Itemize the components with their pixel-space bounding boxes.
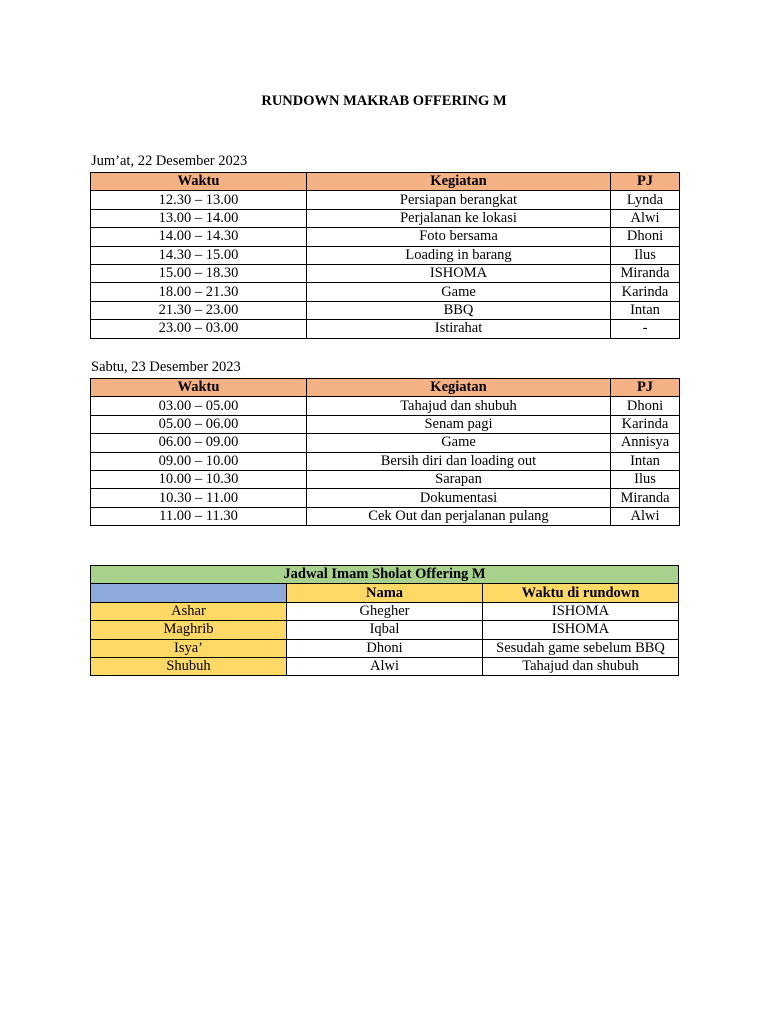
- table-header-row: [91, 173, 680, 191]
- column-header: Kegiatan: [307, 173, 611, 191]
- table-cell: Ilus: [611, 246, 680, 264]
- table-row: [91, 489, 680, 507]
- table-cell: Intan: [611, 301, 680, 319]
- table-header-row: [91, 584, 679, 602]
- table-cell: Ghegher: [287, 602, 483, 620]
- table-row: [91, 657, 679, 675]
- table-row: [91, 397, 680, 415]
- table-cell: Dhoni: [287, 639, 483, 657]
- table-row: [91, 209, 680, 227]
- day-label: Sabtu, 23 Desember 2023: [91, 359, 241, 375]
- table-cell: Maghrib: [91, 621, 287, 639]
- table-row: [91, 602, 679, 620]
- table-cell: Isya’: [91, 639, 287, 657]
- column-header: Waktu: [91, 379, 307, 397]
- table-row: [91, 470, 680, 488]
- table-cell: Ashar: [91, 602, 287, 620]
- table-cell: 10.00 – 10.30: [91, 470, 307, 488]
- table-cell: Sarapan: [307, 470, 611, 488]
- table-cell: 21.30 – 23.00: [91, 301, 307, 319]
- table-row: [91, 191, 680, 209]
- table-cell: Foto bersama: [307, 228, 611, 246]
- table-row: [91, 264, 680, 282]
- column-header: PJ: [611, 173, 680, 191]
- table-row: [91, 507, 680, 525]
- table-cell: Dhoni: [611, 397, 680, 415]
- day-label: Jum’at, 22 Desember 2023: [91, 153, 248, 169]
- table-cell: 06.00 – 09.00: [91, 434, 307, 452]
- table-cell: Tahajud dan shubuh: [307, 397, 611, 415]
- table-cell: Karinda: [611, 283, 680, 301]
- table-row: [91, 301, 680, 319]
- column-header: Waktu: [91, 173, 307, 191]
- table-cell: Miranda: [611, 264, 680, 282]
- table-cell: 13.00 – 14.00: [91, 209, 307, 227]
- table-cell: 09.00 – 10.00: [91, 452, 307, 470]
- table-cell: 12.30 – 13.00: [91, 191, 307, 209]
- table-cell: Alwi: [287, 657, 483, 675]
- table-cell: Karinda: [611, 415, 680, 433]
- column-header: Waktu di rundown: [483, 584, 679, 602]
- table-cell: Sesudah game sebelum BBQ: [483, 639, 679, 657]
- table-cell: Senam pagi: [307, 415, 611, 433]
- table-cell: Bersih diri dan loading out: [307, 452, 611, 470]
- table-cell: Dhoni: [611, 228, 680, 246]
- table-row: [91, 415, 680, 433]
- table-cell: Cek Out dan perjalanan pulang: [307, 507, 611, 525]
- table-cell: Shubuh: [91, 657, 287, 675]
- table-cell: 11.00 – 11.30: [91, 507, 307, 525]
- table-row: [91, 452, 680, 470]
- imam-schedule-table: [90, 565, 679, 676]
- table-row: [91, 283, 680, 301]
- table-cell: 10.30 – 11.00: [91, 489, 307, 507]
- table-cell: 03.00 – 05.00: [91, 397, 307, 415]
- table-cell: Game: [307, 434, 611, 452]
- table-cell: 15.00 – 18.30: [91, 264, 307, 282]
- table-header-row: [91, 379, 680, 397]
- column-header: Nama: [287, 584, 483, 602]
- table-cell: Miranda: [611, 489, 680, 507]
- table-cell: ISHOMA: [483, 621, 679, 639]
- table-cell: 23.00 – 03.00: [91, 320, 307, 338]
- table-cell: 14.30 – 15.00: [91, 246, 307, 264]
- table-row: [91, 246, 680, 264]
- table-cell: Game: [307, 283, 611, 301]
- table-row: [91, 320, 680, 338]
- column-header: [91, 584, 287, 602]
- table-cell: -: [611, 320, 680, 338]
- rundown-table-day-2: [90, 378, 680, 526]
- table-cell: 18.00 – 21.30: [91, 283, 307, 301]
- table-row: [91, 434, 680, 452]
- table-cell: Persiapan berangkat: [307, 191, 611, 209]
- column-header: Kegiatan: [307, 379, 611, 397]
- rundown-table-day-1: [90, 172, 680, 339]
- table-cell: ISHOMA: [483, 602, 679, 620]
- table-cell: Ilus: [611, 470, 680, 488]
- table-cell: Perjalanan ke lokasi: [307, 209, 611, 227]
- table-row: [91, 639, 679, 657]
- page-title: RUNDOWN MAKRAB OFFERING M: [261, 93, 507, 109]
- table-cell: Dokumentasi: [307, 489, 611, 507]
- table-cell: Intan: [611, 452, 680, 470]
- table-cell: Iqbal: [287, 621, 483, 639]
- table-cell: BBQ: [307, 301, 611, 319]
- table-row: [91, 621, 679, 639]
- table-cell: Alwi: [611, 507, 680, 525]
- table-cell: Annisya: [611, 434, 680, 452]
- table-cell: Istirahat: [307, 320, 611, 338]
- table-cell: Tahajud dan shubuh: [483, 657, 679, 675]
- table-row: [91, 228, 680, 246]
- table-cell: 05.00 – 06.00: [91, 415, 307, 433]
- table-cell: 14.00 – 14.30: [91, 228, 307, 246]
- table-cell: Alwi: [611, 209, 680, 227]
- column-header: PJ: [611, 379, 680, 397]
- imam-table-title: Jadwal Imam Sholat Offering M: [91, 566, 679, 584]
- table-cell: ISHOMA: [307, 264, 611, 282]
- table-cell: Loading in barang: [307, 246, 611, 264]
- table-cell: Lynda: [611, 191, 680, 209]
- table-caption-row: [91, 566, 679, 584]
